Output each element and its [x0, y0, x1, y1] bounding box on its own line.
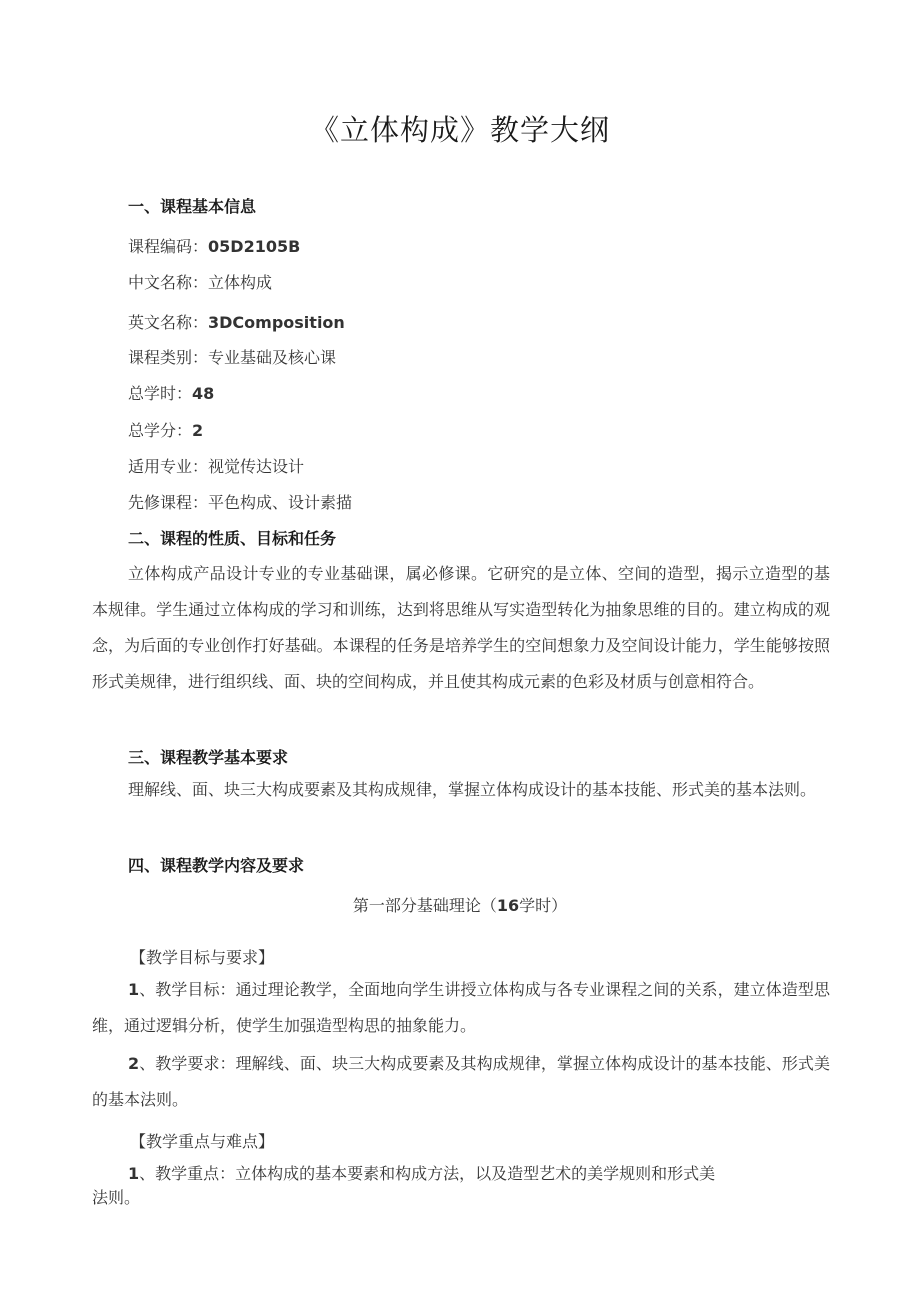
part-title-suffix: 学时） [519, 896, 568, 915]
info-row-applicable-major [128, 454, 304, 477]
goals-bracket-heading: 【教学目标与要求】 [130, 948, 275, 967]
info-label: 先修课程： [128, 493, 209, 512]
info-row-chinese-name [128, 270, 272, 293]
section-heading-content: 四、课程教学内容及要求 [128, 856, 305, 875]
goal-2-number: 2 [128, 1054, 140, 1073]
goal-1-text: 、教学目标：通过理论教学，全面地向学生讲授立体构成与各专业课程之间的关系，建立体造型思维，通过逻辑分析，使学生加强造型构思的抽象能力。 [92, 980, 830, 1035]
goal-2-text: 、教学要求：理解线、面、块三大构成要素及其构成规律，掌握立体构成设计的基本技能、形式美的基本法则。 [92, 1054, 830, 1109]
info-value: 专业基础及核心课 [208, 348, 337, 367]
section-heading-requirements: 三、课程教学基本要求 [128, 748, 289, 767]
part-title [0, 893, 920, 916]
paragraph-requirements: 理解线、面、块三大构成要素及其构成规律，掌握立体构成设计的基本技能、形式美的基本法则。 [128, 780, 817, 799]
paragraph-nature: 立体构成产品设计专业的专业基础课，属必修课。它研究的是立体、空间的造型，揭示立造型的基本规律。学生通过立体构成的学习和训练，达到将思维从写实造型转化为抽象思维的目的。建立构成的观念，为后面的专业创作打好基础。本课程的任务是培养学生的空间想象力及空间设计能力，学生能够按照形式美规律，进行组织线、面、块的空间构成，并且使其构成元素的色彩及材质与创意相符合。 [92, 564, 830, 691]
key-1-text-b: 法则。 [92, 1188, 141, 1207]
info-row-total-hours [128, 381, 214, 404]
info-row-prerequisites [128, 490, 352, 513]
section-heading-nature: 二、课程的性质、目标和任务 [128, 529, 337, 548]
part-title-hours: 16 [496, 896, 520, 915]
paragraph-goal-2 [92, 1046, 830, 1118]
info-value: 平色构成、设计素描 [208, 493, 353, 512]
info-value: 3DComposition [208, 313, 345, 332]
info-label: 英文名称： [128, 313, 209, 332]
paragraph-key-point-1 [92, 1156, 830, 1216]
info-value: 48 [192, 384, 215, 403]
part-title-prefix: 第一部分基础理论（ [352, 896, 497, 915]
key-1-text-a: 、教学重点：立体构成的基本要素和构成方法，以及造型艺术的美学规则和形式美 [139, 1164, 716, 1183]
info-label: 中文名称： [128, 273, 209, 292]
info-row-english-name [128, 310, 345, 333]
info-value: 05D2105B [208, 237, 301, 256]
info-value: 2 [192, 421, 204, 440]
info-value: 立体构成 [208, 273, 273, 292]
info-row-course-code [128, 234, 300, 257]
key-points-bracket-heading: 【教学重点与难点】 [130, 1132, 275, 1151]
info-label: 总学时： [128, 384, 193, 403]
document-title: 《立体构成》教学大纲 [309, 113, 610, 147]
info-value: 视觉传达设计 [208, 457, 305, 476]
paragraph-goal-1 [92, 972, 830, 1044]
info-label: 课程类别： [128, 348, 209, 367]
section-heading-basic-info: 一、课程基本信息 [128, 197, 257, 216]
info-row-course-category [128, 345, 336, 368]
goal-1-number: 1 [128, 980, 140, 999]
info-label: 总学分： [128, 421, 193, 440]
info-label: 适用专业： [128, 457, 209, 476]
key-1-number: 1 [128, 1164, 140, 1183]
info-label: 课程编码： [128, 237, 209, 256]
info-row-total-credits [128, 418, 203, 441]
